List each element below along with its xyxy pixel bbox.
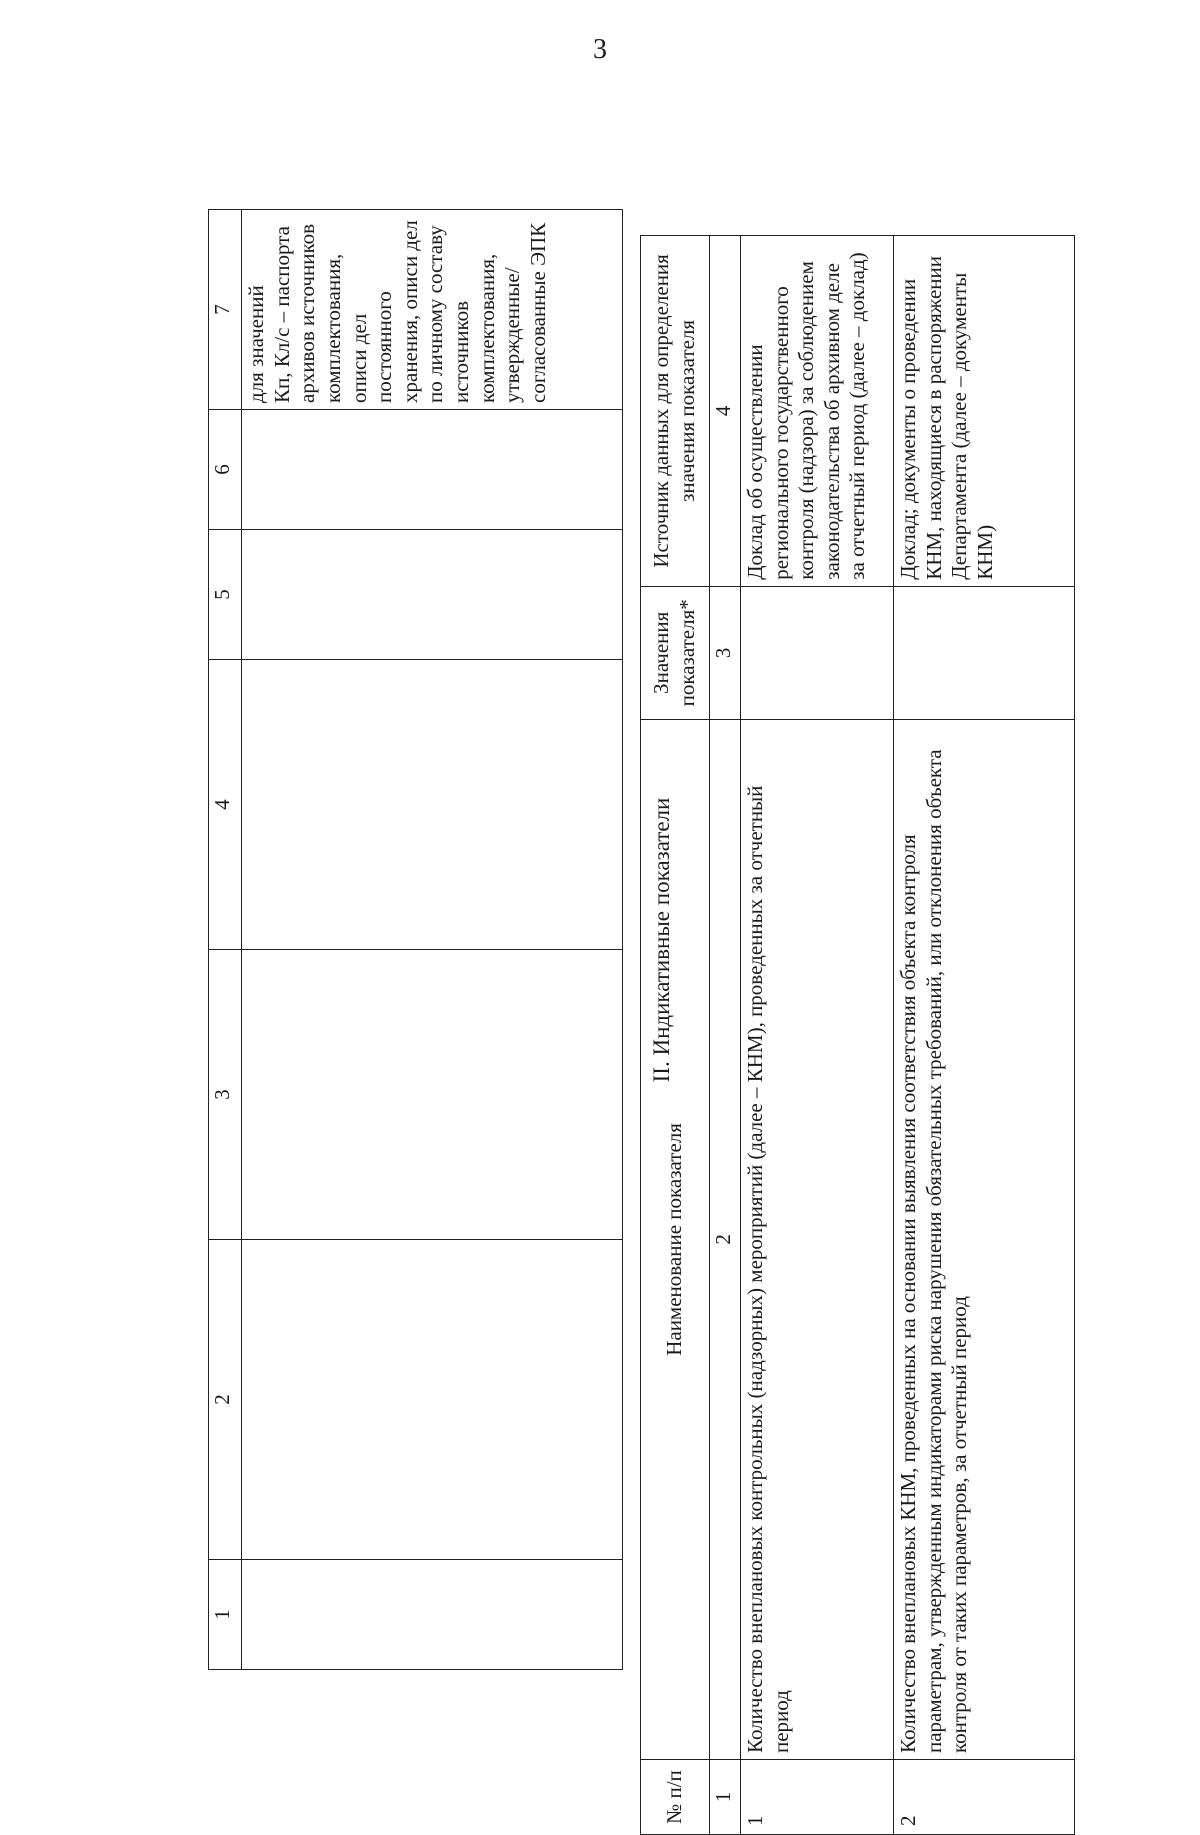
- cell-c6: [242, 410, 623, 530]
- table-header-row: [641, 236, 710, 1835]
- table-row: [894, 236, 1075, 1835]
- text-line: для значений: [244, 285, 269, 403]
- text-line: описи дел: [346, 313, 371, 403]
- text-line: постоянного: [372, 291, 397, 403]
- text-line: по личному составу: [423, 225, 448, 403]
- cell-c3: [242, 950, 623, 1240]
- cell-c1: [242, 1560, 623, 1670]
- table-row: [242, 210, 623, 1670]
- cell-c2: [242, 1240, 623, 1560]
- col-num-3: 3: [710, 586, 741, 719]
- continuation-table-block: [208, 210, 623, 1670]
- row-num: 2: [894, 1760, 1075, 1835]
- text-line: утвержденные/: [500, 267, 525, 403]
- continuation-table: [208, 209, 623, 1670]
- table-row: [741, 236, 894, 1835]
- col-num-1: 1: [710, 1760, 741, 1835]
- indicator-source: Доклад об осуществлении регионального государственного контроля (надзора) за соблюдением законодательства об архивном деле за отчетный период (далее – доклад): [741, 236, 894, 587]
- cell-data-sources: [242, 210, 623, 410]
- text-line: согласованные ЭПК: [525, 222, 550, 403]
- col-num-2: 2: [710, 719, 741, 1759]
- column-number-row: [710, 236, 741, 1835]
- header-source: Источник данных для определения значения показателя: [641, 236, 710, 587]
- indicator-value: [741, 586, 894, 719]
- cell-c4: [242, 660, 623, 950]
- row-num: 1: [741, 1760, 894, 1835]
- indicators-table: [640, 235, 1075, 1835]
- indicator-value: [894, 586, 1075, 719]
- col-num-7: 7: [209, 210, 242, 410]
- indicator-name: Количество внеплановых контрольных (надзорных) мероприятий (далее – КНМ), проведенных за отчетный период: [741, 719, 894, 1759]
- col-num-5: 5: [209, 530, 242, 660]
- text-line: комплектования,: [320, 253, 345, 403]
- col-num-3: 3: [209, 950, 242, 1240]
- col-num-4: 4: [209, 660, 242, 950]
- text-line: источников: [448, 300, 473, 403]
- text-line: комплектования,: [474, 253, 499, 403]
- indicator-source: Доклад; документы о проведении КНМ, находящиеся в распоряжении Департамента (далее – документы КНМ): [894, 236, 1075, 587]
- col-num-6: 6: [209, 410, 242, 530]
- text-line: архивов источников: [295, 223, 320, 403]
- indicator-name: Количество внеплановых КНМ, проведенных на основании выявления соответствия объекта контроля параметрам, утвержденным индикаторами риска нарушения обязательных требований, или отклонения объекта контроля от таких параметров, за отчетный период: [894, 719, 1075, 1759]
- page-number: 3: [593, 34, 607, 65]
- col-num-2: 2: [209, 1240, 242, 1560]
- col-num-1: 1: [209, 1560, 242, 1670]
- column-number-row: [209, 210, 242, 1670]
- header-name: Наименование показателя: [641, 719, 710, 1759]
- text-line: Кп, Кл/с – паспорта: [269, 226, 294, 403]
- cell-c5: [242, 530, 623, 660]
- indicators-table-block: [640, 235, 1140, 1835]
- text-line: хранения, описи дел: [397, 220, 422, 403]
- col-num-4: 4: [710, 236, 741, 587]
- header-value: Значения показателя*: [641, 586, 710, 719]
- section-title: II. Индикативные показатели: [649, 797, 674, 1083]
- header-num: № п/п: [641, 1760, 710, 1835]
